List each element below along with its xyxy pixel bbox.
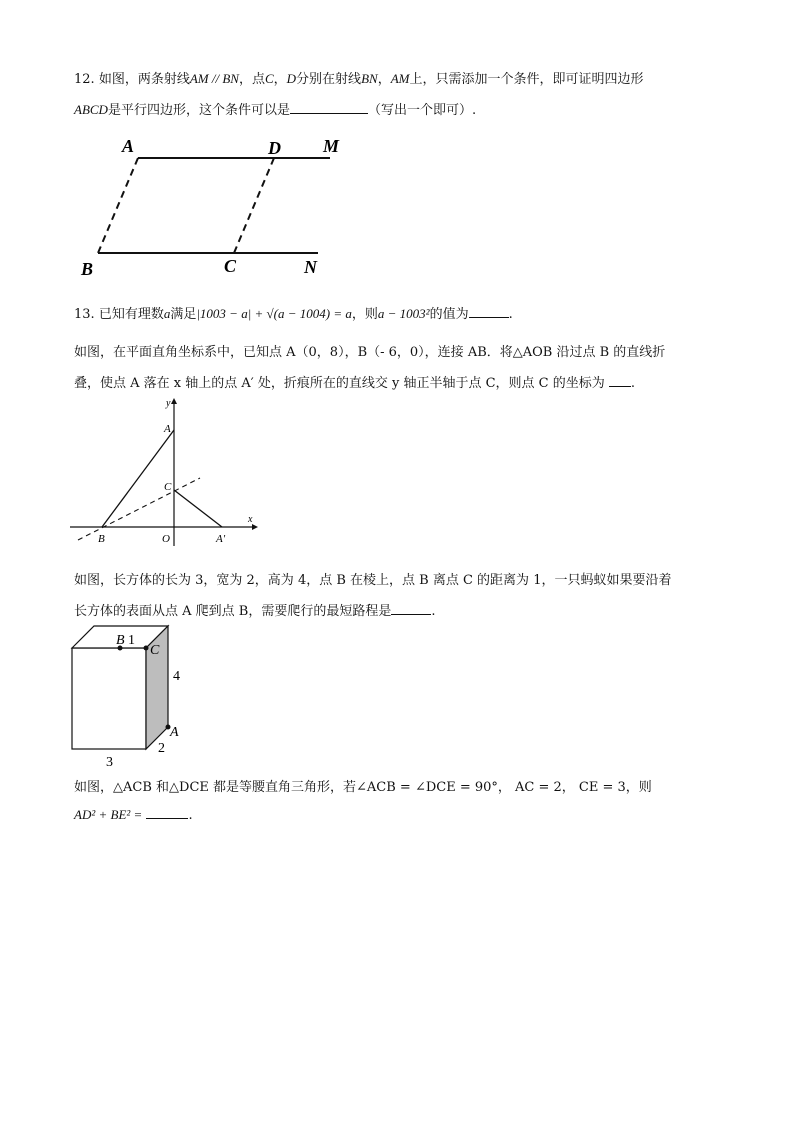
q13-text: 满足	[170, 307, 197, 322]
label-four: 4	[173, 669, 180, 684]
label-three: 3	[106, 755, 113, 770]
q12-figure	[78, 132, 358, 282]
segment-ca-prime	[174, 490, 222, 527]
q16-text: .	[188, 808, 193, 823]
q12-quad: ABCD	[74, 102, 108, 117]
segment-ab	[102, 430, 174, 527]
q14-figure	[70, 396, 260, 548]
label-b: B	[98, 533, 105, 545]
q13-text: ，则	[351, 307, 378, 322]
q15-line-2	[74, 600, 435, 619]
q12-line-2	[74, 99, 476, 118]
q15-text: 长方体的表面从点 A 爬到点 B，需要爬行的最短路程是	[74, 604, 392, 619]
q14-text: 叠，使点 A 落在 x 轴上的点 A′ 处，折痕所在的直线交 y 轴正半轴于点 C，则点 C 的坐标为	[74, 376, 605, 391]
point-c	[144, 646, 149, 651]
label-d: D	[268, 138, 281, 158]
q13-line	[74, 303, 513, 322]
q12-text: ，	[377, 72, 391, 87]
label-m: M	[323, 136, 340, 156]
label-a: A	[170, 725, 179, 740]
q15-answer-blank[interactable]	[391, 614, 431, 615]
q13-answer-blank[interactable]	[469, 317, 509, 318]
q15-line-1: 如图，长方体的长为 3，宽为 2，高为 4，点 B 在棱上，点 B 离点 C 的距离为 1，一只蚂蚁如果要沿着	[74, 573, 672, 588]
label-o: O	[162, 533, 170, 545]
q12-number: 12.	[74, 72, 95, 87]
q12-text: 是平行四边形，这个条件可以是	[107, 103, 290, 118]
q13-expression: a − 1003²	[377, 306, 430, 321]
q12-point-d: D	[286, 71, 297, 86]
label-c: C	[164, 481, 172, 493]
q12-text: 分别在射线	[296, 72, 362, 87]
label-two: 2	[158, 741, 165, 756]
q13-equation: |1003 − a| + √(a − 1004) = a	[196, 306, 352, 321]
q16-line-1: 如图，△ACB 和△DCE 都是等腰直角三角形，若∠ACB = ∠DCE = 90°， AC = 2， CE = 3，则	[74, 780, 652, 795]
label-c: C	[224, 256, 237, 276]
q12-math-parallel: AM // BN	[189, 71, 239, 86]
y-axis-arrow-icon	[171, 398, 177, 404]
q12-text: 上，只需添加一个条件，即可证明四边形	[409, 72, 644, 87]
q13-text: 的值为	[429, 307, 469, 322]
q15-text: .	[431, 604, 436, 619]
q12-ray-bn: BN	[361, 71, 378, 86]
x-axis-arrow-icon	[252, 524, 258, 530]
label-a-prime: A′	[216, 533, 226, 545]
q12-text: （写出一个即可）.	[367, 103, 477, 118]
q14-line-1: 如图，在平面直角坐标系中，已知点 A（0，8），B（- 6，0），连接 AB．将△AOB 沿过点 B 的直线折	[74, 345, 666, 360]
fold-line	[78, 478, 200, 540]
q12-text: ，	[273, 72, 287, 87]
q16-expression: AD² + BE² =	[74, 807, 143, 822]
q12-ray-am: AM	[390, 71, 410, 86]
label-a: A	[122, 136, 135, 156]
label-x: x	[248, 514, 253, 525]
q13-text: 已知有理数	[98, 307, 164, 322]
label-b: B	[116, 633, 125, 648]
q16-answer-blank[interactable]	[146, 818, 188, 819]
q16-line-2	[74, 807, 193, 823]
front-face	[72, 648, 146, 749]
q15-figure	[66, 624, 196, 770]
label-one: 1	[128, 633, 135, 648]
q14-line-2	[74, 372, 635, 391]
q12-text: ，点	[238, 72, 265, 87]
q12-text: 如图，两条射线	[98, 72, 190, 87]
q14-answer-blank[interactable]	[609, 386, 631, 387]
label-n: N	[304, 257, 317, 277]
q12-answer-blank[interactable]	[290, 113, 368, 114]
q13-number: 13.	[74, 307, 95, 322]
q13-var: a	[163, 306, 171, 321]
q12-point-c: C	[264, 71, 274, 86]
label-b: B	[81, 259, 94, 279]
label-c: C	[150, 643, 160, 658]
segment-dc	[234, 158, 274, 253]
q13-text: .	[508, 307, 513, 322]
label-a: A	[164, 423, 171, 435]
segment-ab	[98, 158, 138, 253]
q12-line-1	[74, 68, 644, 87]
q14-text: .	[630, 376, 636, 391]
label-y: y	[166, 398, 171, 409]
